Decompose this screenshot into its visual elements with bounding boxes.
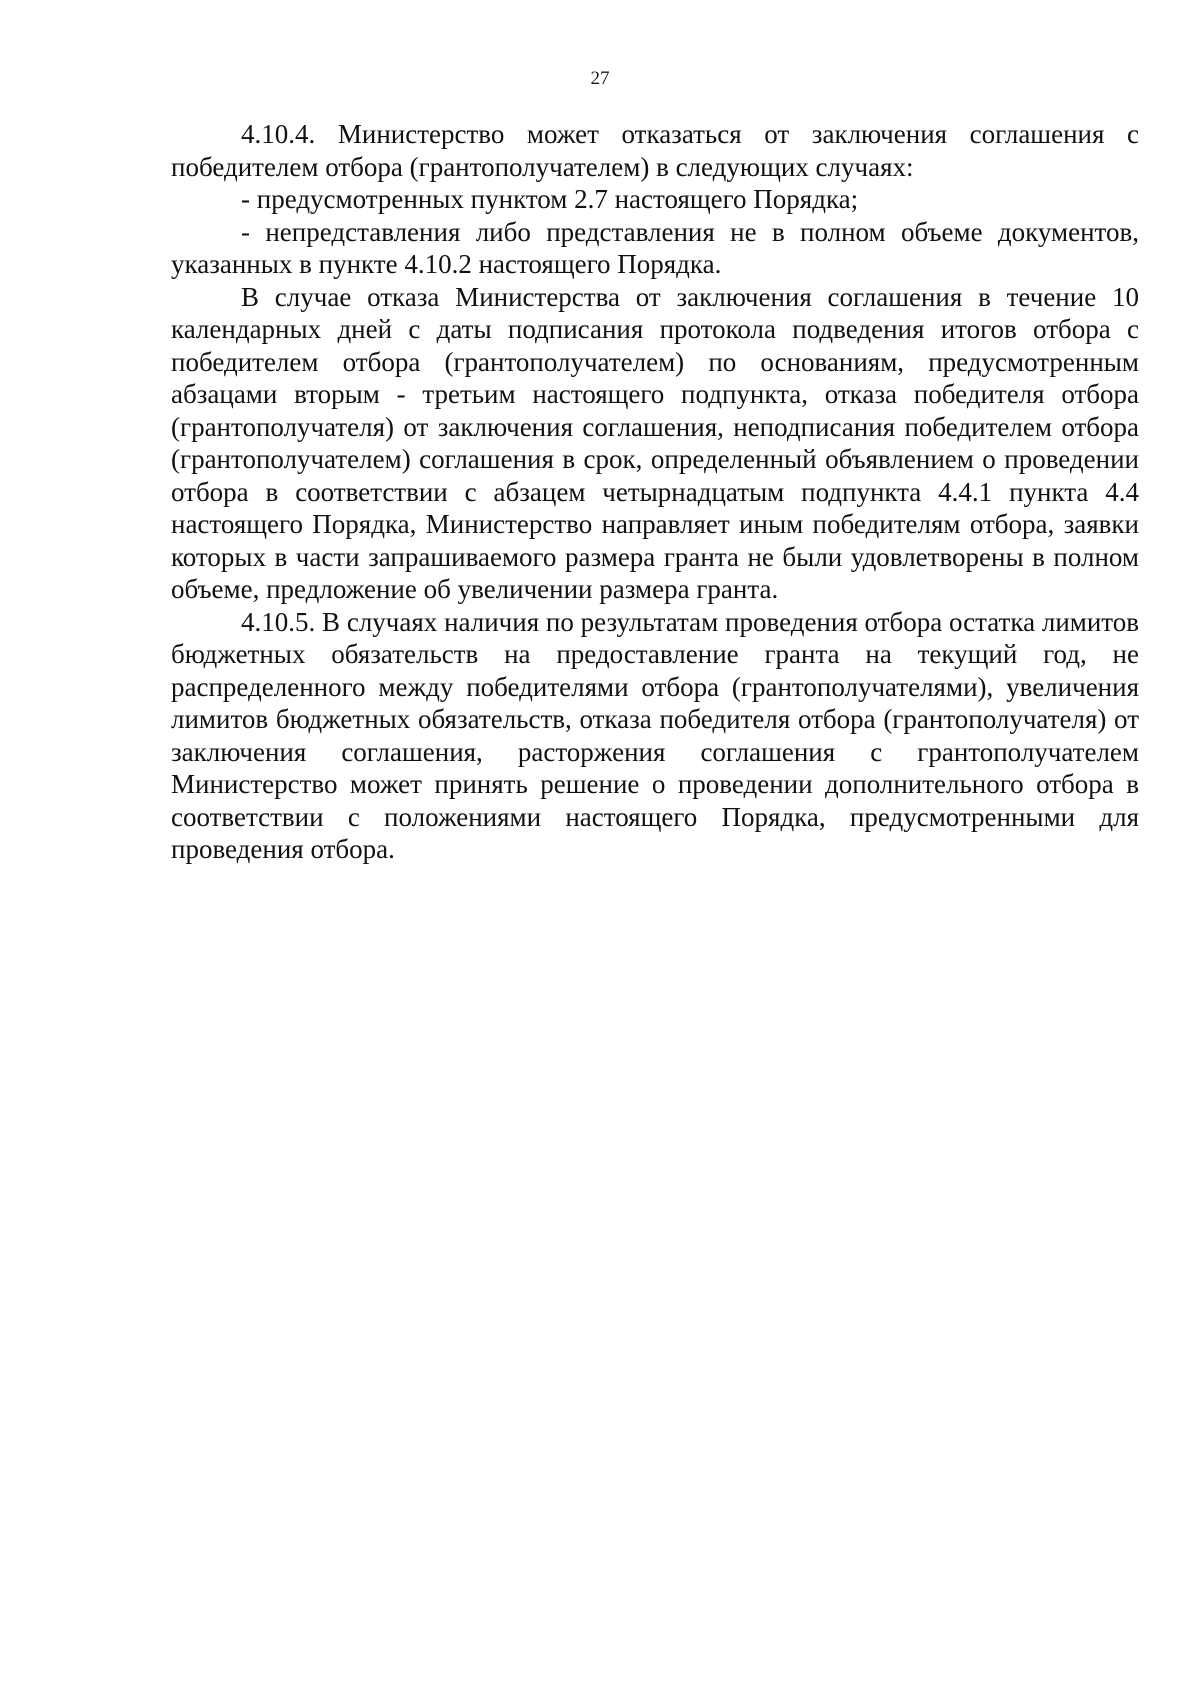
document-body xyxy=(171,118,1139,866)
paragraph-case-2-7: - предусмотренных пунктом 2.7 настоящего Порядка; xyxy=(241,184,859,214)
paragraph-4-10-4: 4.10.4. Министерство может отказаться от заключения соглашения с победителем отбора (грантополучателем) в следующих случаях: xyxy=(171,119,1139,182)
paragraph-4-10-5: 4.10.5. В случаях наличия по результатам проведения отбора остатка лимитов бюджетных обязательств на предоставление гранта на текущий год, не распределенного между победителями отбора (грантополучателями), увеличения лимитов бюджетных обязательств, отказа победителя отбора (грантополучателя) от заключения соглашения, расторжения соглашения с грантополучателем Министерство может принять решение о проведении дополнительного отбора в соответствии с положениями настоящего Порядка, предусмотренными для проведения отбора. xyxy=(171,606,1139,864)
page-number: 27 xyxy=(590,68,610,89)
paragraph-case-documents: - непредставления либо представления не в полном объеме документов, указанных в пункте 4.10.2 настоящего Порядка. xyxy=(171,216,1139,279)
paragraph-refusal-procedure: В случае отказа Министерства от заключения соглашения в течение 10 календарных дней с даты подписания протокола подведения итогов отбора с победителем отбора (грантополучателем) по основаниям, предусмотренным абзацами вторым - третьим настоящего подпункта, отказа победителя отбора (грантополучателя) от заключения соглашения, неподписания победителем отбора (грантополучателем) соглашения в срок, определенный объявлением о проведении отбора в соответствии с абзацем четырнадцатым подпункта 4.4.1 пункта 4.4 настоящего Порядка, Министерство направляет иным победителям отбора, заявки которых в части запрашиваемого размера гранта не были удовлетворены в полном объеме, предложение об увеличении размера гранта. xyxy=(171,281,1139,604)
